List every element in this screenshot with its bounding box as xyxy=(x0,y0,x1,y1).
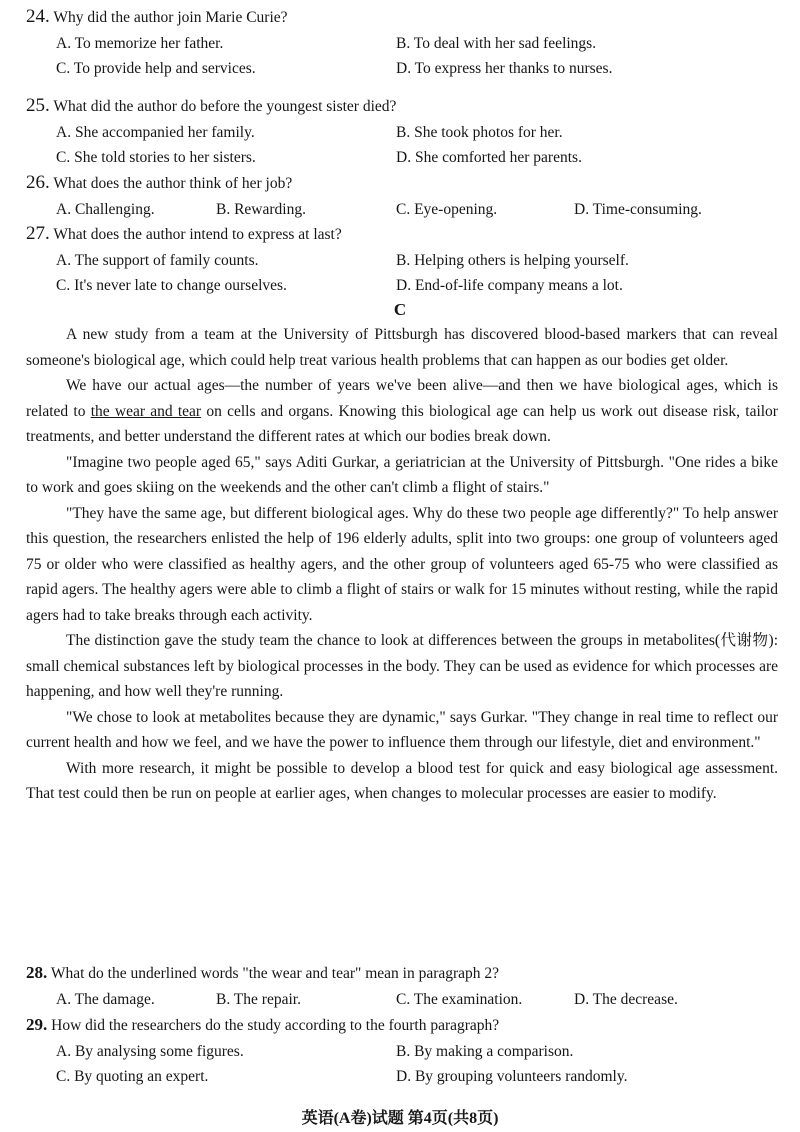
option-d: D. She comforted her parents. xyxy=(396,149,582,166)
option-c: C. By quoting an expert. xyxy=(56,1068,209,1085)
question-stem xyxy=(26,221,778,248)
option-a: A. To memorize her father. xyxy=(56,34,224,52)
option-row xyxy=(56,56,778,82)
option-b: B. Rewarding. xyxy=(216,200,306,218)
passage-paragraph-5: The distinction gave the study team the chance to look at differences between the groups in metabolites(代谢物): small chemical substances left by biological processes in the body. They can be used as evidence for which processes are happening, and how well they're running. xyxy=(26,632,778,700)
option-d: D. End-of-life company means a lot. xyxy=(396,277,623,294)
passage-paragraph-4: "They have the same age, but different biological ages. Why do these two people age differently?" To help answer this question, the researchers enlisted the help of 196 elderly adults, split into two groups: one group of volunteers aged 75 or older who were classified as healthy agers, and the other group of volunteers aged 65-75 who were classified as rapid agers. The healthy agers were able to climb a flight of stairs or walk for 15 minutes without resting, while the rapid agers had to take breaks through each activity. xyxy=(26,504,778,624)
option-d: D. The decrease. xyxy=(574,990,678,1008)
question-stem xyxy=(26,170,778,197)
question-number: 25. xyxy=(26,95,50,116)
option-row xyxy=(56,145,778,171)
underlined-phrase: the wear and tear xyxy=(90,402,202,420)
passage-paragraph-7: With more research, it might be possible to develop a blood test for quick and easy biological age assessment. That test could then be run on people at earlier ages, when changes to molecular processes are easier to modify. xyxy=(26,759,778,802)
option-a: A. She accompanied her family. xyxy=(56,123,255,141)
option-c: C. Eye-opening. xyxy=(396,200,498,218)
option-row xyxy=(56,987,778,1013)
option-a: A. The support of family counts. xyxy=(56,251,259,269)
question-stem xyxy=(26,93,778,120)
option-b: B. To deal with her sad feelings. xyxy=(396,34,597,52)
question-number: 29. xyxy=(26,1015,48,1034)
question-24 xyxy=(26,4,778,82)
question-26 xyxy=(26,170,778,222)
question-25 xyxy=(26,93,778,171)
option-c: C. She told stories to her sisters. xyxy=(56,149,256,166)
paragraph-text: We have our actual ages—the number of years we've been alive—and then we have biological ages, which is related to xyxy=(26,377,778,420)
option-c: C. It's never late to change ourselves. xyxy=(56,277,287,294)
option-row xyxy=(56,197,778,223)
option-b: B. By making a comparison. xyxy=(396,1042,574,1060)
option-c: C. The examination. xyxy=(396,990,523,1008)
question-number: 28. xyxy=(26,963,48,982)
option-d: D. To express her thanks to nurses. xyxy=(396,60,613,77)
option-row xyxy=(56,273,778,299)
question-text: What does the author think of her job? xyxy=(53,175,293,192)
question-stem xyxy=(26,1012,778,1039)
question-number: 24. xyxy=(26,6,50,27)
question-text: How did the researchers do the study according to the fourth paragraph? xyxy=(51,1017,500,1034)
question-28 xyxy=(26,960,778,1012)
option-row xyxy=(56,1064,778,1090)
page-footer: 英语(A卷)试题 第4页(共8页) xyxy=(301,1110,499,1127)
question-stem xyxy=(26,4,778,31)
question-number: 27. xyxy=(26,223,50,244)
question-text: What does the author intend to express at last? xyxy=(53,226,342,243)
option-b: B. Helping others is helping yourself. xyxy=(396,251,629,269)
passage-paragraph-6: "We chose to look at metabolites because they are dynamic," says Gurkar. "They change in real time to reflect our current health and how we feel, and we have the power to influence them through our lifestyle, diet and environment." xyxy=(26,708,778,751)
option-row xyxy=(56,248,778,274)
question-27 xyxy=(26,221,778,299)
passage-paragraph-3: "Imagine two people aged 65," says Aditi Gurkar, a geriatrician at the University of Pittsburgh. "One rides a bike to work and goes skiing on the weekends and the other can't climb a flight of stairs." xyxy=(26,453,778,496)
reading-passage xyxy=(26,322,778,807)
option-a: A. Challenging. xyxy=(56,200,155,218)
question-stem xyxy=(26,960,778,987)
question-number: 26. xyxy=(26,172,50,193)
option-d: D. Time-consuming. xyxy=(574,200,702,218)
option-c: C. To provide help and services. xyxy=(56,60,256,77)
question-text: What did the author do before the youngest sister died? xyxy=(53,98,397,115)
passage-paragraph-2 xyxy=(26,373,778,450)
option-b: B. She took photos for her. xyxy=(396,123,563,141)
question-29 xyxy=(26,1012,778,1090)
option-a: A. The damage. xyxy=(56,990,155,1008)
section-heading: C xyxy=(393,300,407,319)
option-row xyxy=(56,120,778,146)
question-text: Why did the author join Marie Curie? xyxy=(53,9,288,26)
option-d: D. By grouping volunteers randomly. xyxy=(396,1068,628,1085)
question-text: What do the underlined words "the wear and tear" mean in paragraph 2? xyxy=(50,965,500,982)
option-row xyxy=(56,1039,778,1065)
paragraph-text: on cells and organs. Knowing this biological age can help us work out disease risk, tailor treatments, and better understand the different rates at which our bodies break down. xyxy=(26,402,778,445)
passage-paragraph-1: A new study from a team at the University of Pittsburgh has discovered blood-based markers that can reveal someone's biological age, which could help treat various health problems that can happen as our bodies get older. xyxy=(26,326,778,369)
option-a: A. By analysing some figures. xyxy=(56,1042,244,1060)
option-b: B. The repair. xyxy=(216,990,301,1008)
option-row xyxy=(56,31,778,57)
